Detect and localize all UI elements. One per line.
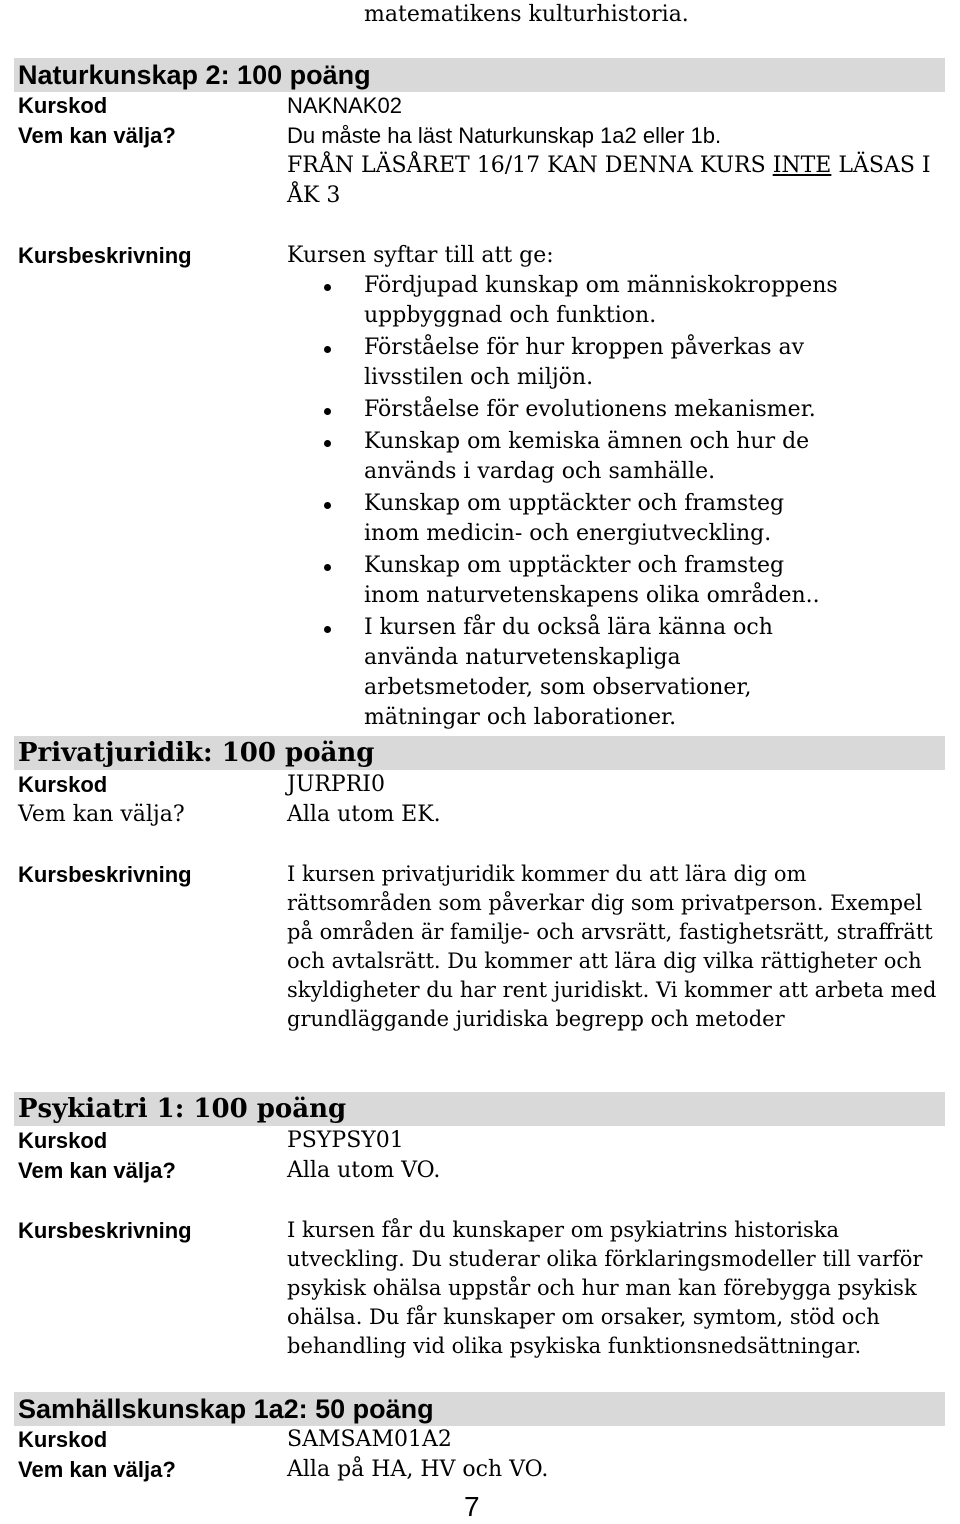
course-heading-bar <box>14 736 945 770</box>
course-heading: Naturkunskap 2: 100 poäng <box>18 60 371 90</box>
course-code: PSYPSY01 <box>287 1128 404 1153</box>
list-item: Förståelse för evolutionens mekanismer. <box>322 395 842 425</box>
code-label: Kurskod <box>18 1427 108 1452</box>
bullet-list <box>322 271 842 733</box>
course-heading: Psykiatri 1: 100 poäng <box>18 1094 347 1124</box>
continuation-text: matematikens kulturhistoria. <box>364 2 689 27</box>
who-value: Du måste ha läst Naturkunskap 1a2 eller 1b. <box>287 123 722 148</box>
notice-emphasis: INTE <box>772 153 832 178</box>
list-item: Kunskap om upptäckter och framsteg inom naturvetenskapens olika områden.. <box>322 551 842 611</box>
desc-label: Kursbeskrivning <box>18 243 192 268</box>
course-heading-bar <box>14 58 945 92</box>
who-label: Vem kan välja? <box>18 123 176 148</box>
course-code: NAKNAK02 <box>287 93 402 118</box>
who-value: Alla utom EK. <box>287 802 441 827</box>
notice-post: LÄSAS I ÅK 3 <box>287 153 931 208</box>
who-label: Vem kan välja? <box>18 1457 176 1482</box>
who-value: Alla på HA, HV och VO. <box>287 1457 549 1482</box>
notice-pre: FRÅN LÄSÅRET 16/17 KAN DENNA KURS <box>287 153 773 178</box>
desc-intro: Kursen syftar till att ge: <box>287 243 554 268</box>
who-label: Vem kan välja? <box>18 1158 176 1183</box>
course-heading: Samhällskunskap 1a2: 50 poäng <box>18 1394 434 1424</box>
notice-text <box>287 151 937 211</box>
course-heading: Privatjuridik: 100 poäng <box>18 738 375 768</box>
who-label: Vem kan välja? <box>18 802 185 827</box>
course-heading-bar <box>14 1392 945 1426</box>
desc-label: Kursbeskrivning <box>18 1218 192 1243</box>
who-value: Alla utom VO. <box>287 1158 441 1183</box>
course-code: SAMSAM01A2 <box>287 1427 452 1452</box>
list-item: Förståelse för hur kroppen påverkas av livsstilen och miljön. <box>322 333 842 393</box>
course-heading-bar <box>14 1092 945 1126</box>
course-description: I kursen får du kunskaper om psykiatrins historiska utveckling. Du studerar olika förklaringsmodeller till varför psykisk ohälsa uppstår och hur man kan förebygga psykisk ohälsa. Du får kunskaper om orsaker, symtom, stöd och behandling vid olika psykiska funktionsnedsättningar. <box>287 1218 923 1358</box>
course-code: JURPRI0 <box>287 772 385 797</box>
list-item: Fördjupad kunskap om människokroppens uppbyggnad och funktion. <box>322 271 842 331</box>
code-label: Kurskod <box>18 93 108 118</box>
page-number: 7 <box>464 1491 480 1522</box>
list-item: Kunskap om kemiska ämnen och hur de används i vardag och samhälle. <box>322 427 842 487</box>
list-item: I kursen får du också lära känna och använda naturvetenskapliga arbetsmetoder, som observationer, mätningar och laborationer. <box>322 613 842 733</box>
desc-label: Kursbeskrivning <box>18 862 192 887</box>
code-label: Kurskod <box>18 772 108 797</box>
course-description: I kursen privatjuridik kommer du att lära dig om rättsområden som påverkar dig som privatperson. Exempel på områden är familje- och arvsrätt, fastighetsrätt, straffrätt och avtalsrätt. Du kommer att lära dig vilka rättigheter och skyldigheter du har rent juridiskt. Vi kommer att arbeta med grundläggande juridiska begrepp och metoder <box>287 862 937 1031</box>
code-label: Kurskod <box>18 1128 108 1153</box>
list-item: Kunskap om upptäckter och framsteg inom medicin- och energiutveckling. <box>322 489 842 549</box>
